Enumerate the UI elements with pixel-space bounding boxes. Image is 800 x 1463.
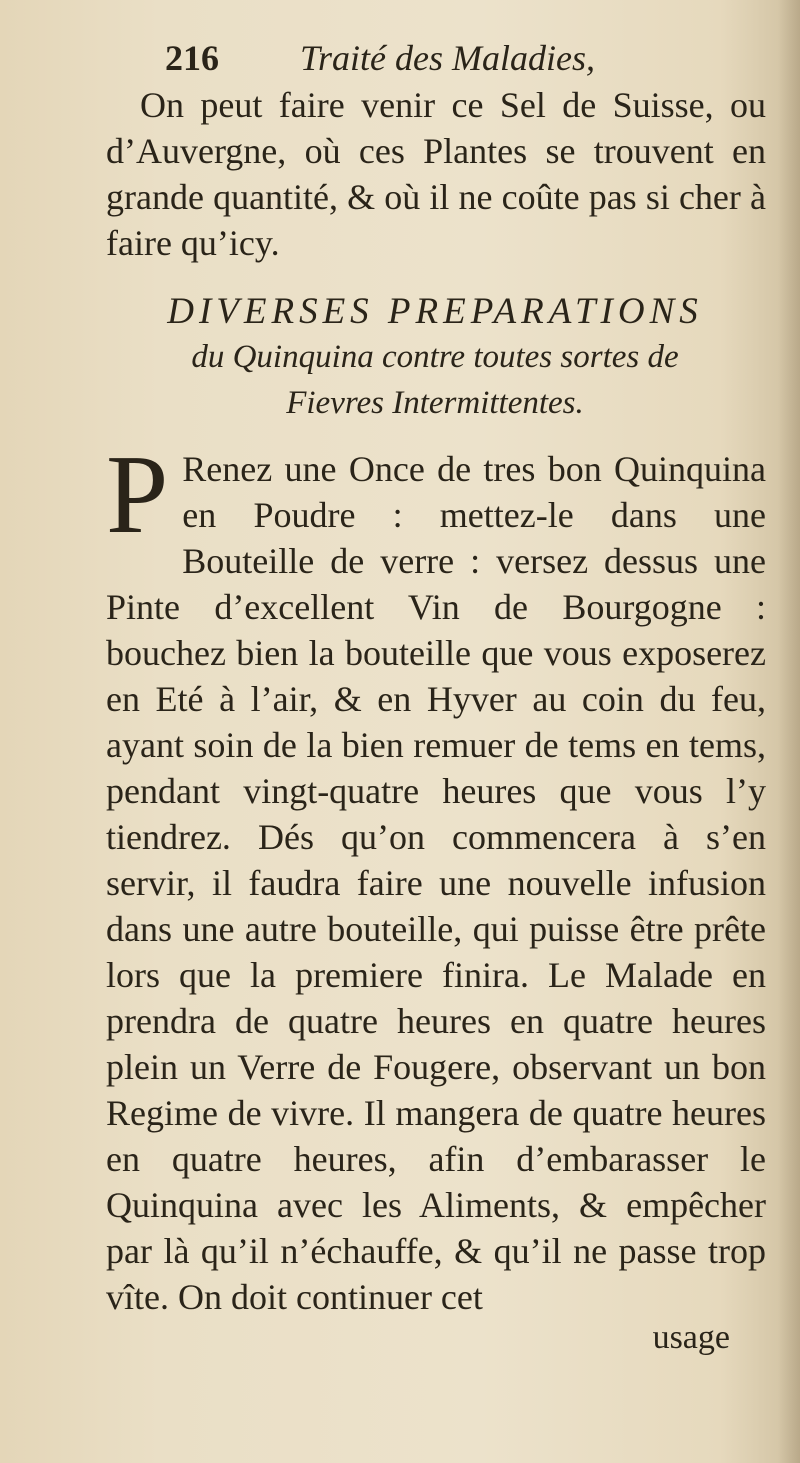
section-title-line2: du Quinquina contre toutes sortes de (191, 339, 679, 375)
running-header (165, 38, 740, 78)
page-number: 216 (165, 38, 219, 78)
section-title-line3: Fievres Intermittentes. (286, 385, 584, 421)
main-paragraph (106, 433, 766, 1320)
running-title: Traité des Maladies, (300, 38, 595, 78)
main-paragraph-text: Renez une Once de tres bon Quinquina en Poudre : mettez-le dans une Bouteille de verre : versez dessus une Pinte d’excellent Vin de Bourgogne : bouchez bien la bouteille que vous exposerez en Eté à l’air, & en Hyver au coin du feu, ayant soin de la bien remuer de tems en tems, pendant vingt-quatre heures que vous l’y tiendrez. Dés qu’on commencera à s’en servir, il faudra faire une nouvelle infusion dans une autre bouteille, qui puisse être prête lors que la premiere finira. Le Malade en prendra de quatre heures en quatre heures plein un Verre de Fougere, observant un bon Regime de vivre. Il mangera de quatre heures en quatre heures, afin d’embarasser le Quinquina avec les Aliments, & empêcher par là qu’il n’échauffe, & qu’il ne passe trop vîte. On doit continuer cet (106, 449, 766, 1317)
section-title (100, 290, 770, 426)
catchword: usage (652, 1319, 730, 1356)
page-edge-shadow (778, 0, 800, 1463)
drop-cap: P (106, 433, 169, 557)
section-title-main: DIVERSES PREPARATIONS (167, 291, 703, 332)
intro-paragraph: On peut faire venir ce Sel de Suisse, ou d’Auvergne, où ces Plantes se trouvent en grande quantité, & où il ne coûte pas si cher à faire qu’icy. (106, 85, 766, 263)
